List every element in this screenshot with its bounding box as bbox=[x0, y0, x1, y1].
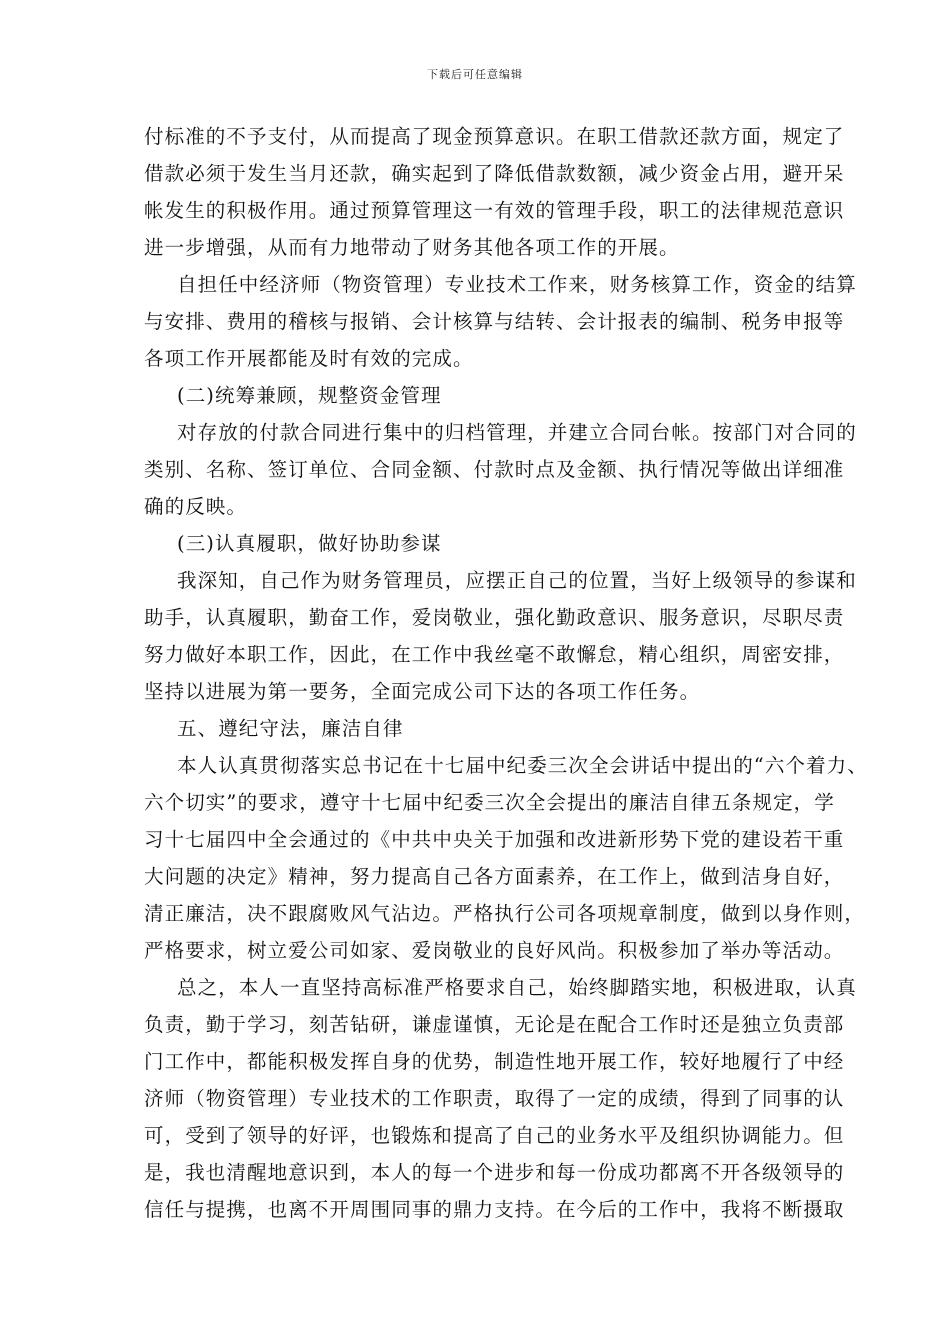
text-line: 是，我也清醒地意识到，本人的每一个进步和每一份成功都离不开各级领导的 bbox=[144, 1161, 845, 1184]
text-line: 自担任中经济师（物资管理）专业技术工作来，财务核算工作，资金的结算 bbox=[177, 273, 857, 296]
paragraph bbox=[144, 266, 857, 377]
text-line: 信任与提携，也离不开周围同事的鼎力支持。在今后的工作中，我将不断摄取 bbox=[144, 1198, 845, 1221]
text-line: 门工作中，都能积极发挥自身的优势，制造性地开展工作，较好地履行了中经 bbox=[144, 1050, 845, 1073]
paragraph bbox=[144, 747, 868, 969]
text-line: (三)认真履职，做好协助参谋 bbox=[177, 532, 442, 555]
text-line: 确的反映。 bbox=[144, 495, 248, 518]
text-line: 努力做好本职工作，因此，在工作中我丝毫不敢懈怠，精心组织，周密安排， bbox=[144, 643, 845, 666]
paragraph bbox=[144, 969, 857, 1228]
text-line: 本人认真贯彻落实总书记在十七届中纪委三次全会讲话中提出的“六个着力、 bbox=[177, 754, 868, 777]
text-line: 总之，本人一直坚持高标准严格要求自己，始终脚踏实地，积极进取，认真 bbox=[177, 976, 857, 999]
text-line: 与安排、费用的稽核与报销、会计核算与结转、会计报表的编制、税务申报等 bbox=[144, 310, 845, 333]
text-line: 各项工作开展都能及时有效的完成。 bbox=[144, 347, 474, 370]
text-line: 付标准的不予支付，从而提高了现金预算意识。在职工借款还款方面，规定了 bbox=[144, 125, 845, 148]
text-line: 帐发生的积极作用。通过预算管理这一有效的管理手段，职工的法律规范意识 bbox=[144, 199, 845, 222]
text-line: 借款必须于发生当月还款，确实起到了降低借款数额，减少资金占用，避开呆 bbox=[144, 162, 845, 185]
text-line: 清正廉洁，决不跟腐败风气沾边。严格执行公司各项规章制度，做到以身作则， bbox=[144, 902, 866, 925]
text-line: (二)统筹兼顾，规整资金管理 bbox=[177, 384, 442, 407]
text-line: 坚持以进展为第一要务，全面完成公司下达的各项工作任务。 bbox=[144, 680, 701, 703]
text-line: 负责，勤于学习，刻苦钻研，谦虚谨慎，无论是在配合工作时还是独立负责部 bbox=[144, 1013, 845, 1036]
text-line: 类别、名称、签订单位、合同金额、付款时点及金额、执行情况等做出详细准 bbox=[144, 458, 845, 481]
page-header: 下载后可任意编辑 bbox=[427, 68, 523, 81]
paragraph bbox=[144, 710, 814, 747]
text-line: 习十七届四中全会通过的《中共中央关于加强和改进新形势下党的建设若干重 bbox=[144, 828, 845, 851]
text-line: 助手，认真履职，勤奋工作，爱岗敬业，强化勤政意识、服务意识，尽职尽责 bbox=[144, 606, 845, 629]
text-line: 大问题的决定》精神，努力提高自己各方面素养，在工作上，做到洁身自好， bbox=[144, 865, 845, 888]
text-line: 可，受到了领导的好评，也锻炼和提高了自己的业务水平及组织协调能力。但 bbox=[144, 1124, 845, 1147]
paragraph bbox=[144, 377, 814, 414]
text-line: 严格要求，树立爱公司如家、爱岗敬业的良好风尚。积极参加了举办等活动。 bbox=[144, 939, 845, 962]
text-line: 对存放的付款合同进行集中的归档管理，并建立合同台帐。按部门对合同的 bbox=[177, 421, 857, 444]
paragraph bbox=[144, 562, 857, 710]
text-line: 济师（物资管理）专业技术的工作职责，取得了一定的成绩，得到了同事的认 bbox=[144, 1087, 845, 1110]
document-body bbox=[144, 118, 868, 1228]
text-line: 我深知，自己作为财务管理员，应摆正自己的位置，当好上级领导的参谋和 bbox=[177, 569, 857, 592]
paragraph bbox=[144, 525, 814, 562]
text-line: 五、遵纪守法，廉洁自律 bbox=[177, 717, 404, 740]
text-line: 进一步增强，从而有力地带动了财务其他各项工作的开展。 bbox=[144, 236, 680, 259]
paragraph bbox=[144, 118, 845, 266]
paragraph bbox=[144, 414, 857, 525]
text-line: 六个切实”的要求，遵守十七届中纪委三次全会提出的廉洁自律五条规定，学 bbox=[144, 791, 835, 814]
